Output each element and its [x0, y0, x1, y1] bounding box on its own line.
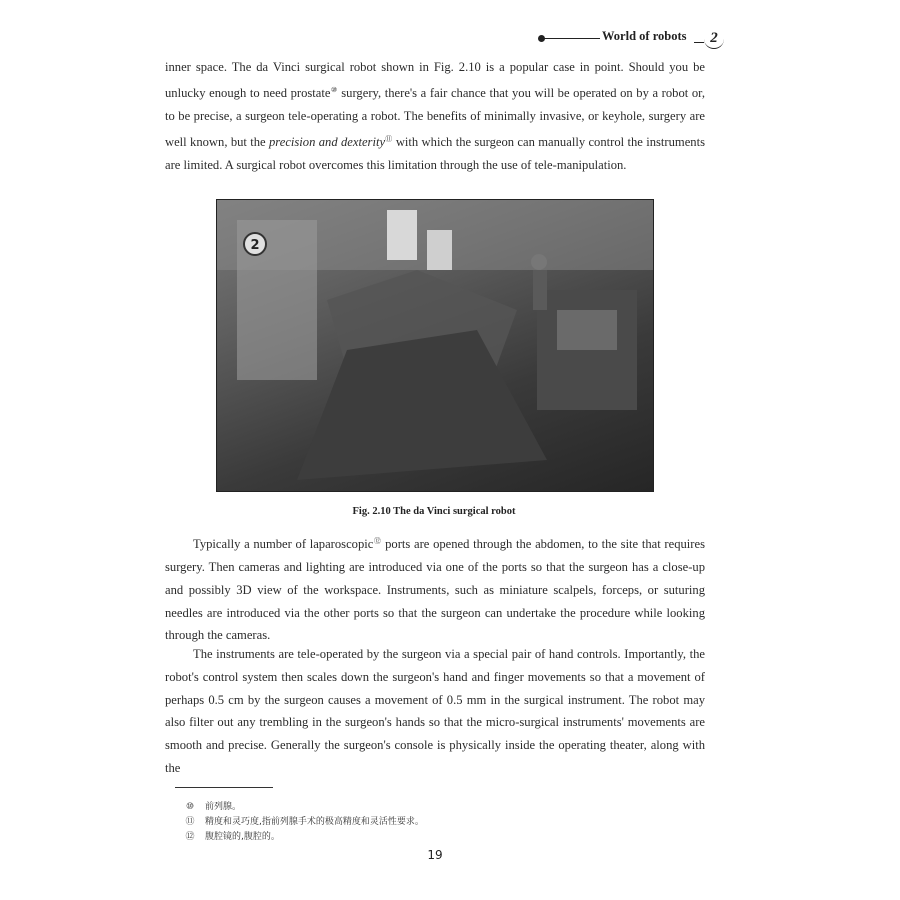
footnote-ref-10: ⑩ [330, 85, 338, 94]
paragraph-3: The instruments are tele-operated by the surgeon via a special pair of hand controls. Importantly, the robot's control system then scales down the surgeon's hand and finger movements so that a movement of perhaps 0.5 cm by the surgeon causes a movement of 0.5 mm in the surgical instrument. The robot may also filter out any trembling in the surgeon's hands so that the micro-surgical instruments' movements are smooth and precise. Generally the surgeon's console is physically inside the operating theater, along with the [165, 647, 705, 775]
footnote-symbol: ⑫ [185, 832, 195, 842]
footnote-text: 精度和灵巧度,指前列腺手术的极高精度和灵活性要求。 [205, 817, 424, 827]
footnote-text: 腹腔镜的,腹腔的。 [205, 832, 280, 842]
footnote-divider [175, 787, 273, 788]
para2-text-a: Typically a number of laparoscopic [193, 537, 374, 552]
header-rule-short [694, 42, 704, 43]
page-number: 19 [427, 848, 443, 862]
footnote-11 [185, 815, 424, 830]
da-vinci-robot-photo [216, 199, 654, 492]
photo-illustration [217, 200, 653, 491]
chapter-number: 2 [704, 28, 724, 49]
footnote-text: 前列腺。 [205, 802, 242, 812]
footnote-symbol: ⑪ [185, 817, 195, 827]
footnote-12 [185, 830, 424, 845]
paragraph-1 [165, 56, 705, 176]
photo-badge: 2 [250, 238, 260, 253]
running-title: World of robots [602, 29, 687, 43]
footnotes [185, 800, 424, 845]
paragraph-2 [165, 530, 705, 647]
footnote-symbol: ⑩ [185, 802, 195, 812]
para1-text-c: with which the surgeon can manually control the instruments are limited. A surgical robot overcomes this limitation through the use of tele-manipulation. [165, 134, 705, 172]
para2-text-b: ports are opened through the abdomen, to the site that requires surgery. Then cameras and lighting are introduced via one of the ports so that the surgeon has a close-up and possibly 3D view of the workspace. Instruments, such as miniature scalpels, forceps, or suturing needles are introduced via the other ports so that the surgeon can undertake the procedure while looking through the cameras. [165, 537, 705, 643]
para1-text-b: surgery, there's a fair chance that you will be operated on by a robot or, to be precise, a surgeon tele-operating a robot. The benefits of minimally invasive, or keyhole, surgery are well known, but the [165, 85, 705, 149]
running-header [538, 28, 738, 52]
para1-emphasis: precision and dexterity [269, 134, 386, 149]
footnote-10 [185, 800, 424, 815]
header-rule [544, 38, 600, 39]
footnote-ref-11: ⑪ [385, 134, 393, 143]
footnote-ref-12: ⑫ [373, 537, 382, 545]
para1-text-a: inner space. The da Vinci surgical robot shown in Fig. 2.10 is a popular case in point. Should you be unlucky enough to need prostate [165, 60, 705, 100]
figure-caption: Fig. 2.10 The da Vinci surgical robot [352, 506, 516, 517]
